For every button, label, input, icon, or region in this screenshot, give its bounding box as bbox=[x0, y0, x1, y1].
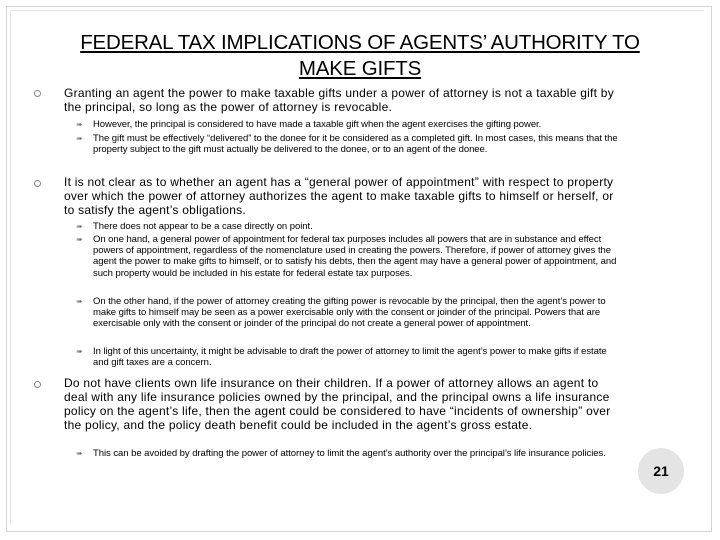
title-line-1: FEDERAL TAX IMPLICATIONS OF AGENTS’ AUTHORITY TO bbox=[80, 31, 640, 54]
page-number-badge: 21 bbox=[638, 448, 684, 494]
bullet-2-sub-3: On the other hand, if the power of attorney creating the gifting power is revocable by the principal, then the agent’s power to make gifts to himself may be seen as a power exercisable only with the consent or joinder of the principal. Powers that are exercisable only with the consent or joinder of the principal do not create a general power of appointment. bbox=[93, 296, 606, 330]
bullet-2-text: It is not clear as to whether an agent has a “general power of appointment” with respect to property over which the power of attorney authorizes the agent to make taxable gifts to himself or herself, or to satisfy the agent’s obligations. bbox=[64, 175, 614, 217]
bullet-arrow-icon: ➠ bbox=[76, 449, 82, 458]
bullet-arrow-icon: ➠ bbox=[76, 120, 82, 129]
bullet-3-text: Do not have clients own life insurance on their children. If a power of attorney allows an agent to deal with any life insurance policies owned by the principal, and the principal owns a life insurance policy on the agent’s life, then the agent could be considered to have “incidents of ownership” over the policy, and the policy death benefit could be included in the agent’s gross estate. bbox=[64, 376, 611, 432]
bullet-arrow-icon: ➠ bbox=[76, 347, 82, 356]
bullet-2-sub-4: In light of this uncertainty, it might be advisable to draft the power of attorney to limit the agent’s power to make gifts if estate and gift taxes are a concern. bbox=[93, 346, 607, 369]
bullet-arrow-icon: ➠ bbox=[76, 297, 82, 306]
bullet-1-sub-2: The gift must be effectively “delivered” to the donee for it be considered as a completed gift. In most cases, this means that the property subject to the gift must actually be delivered to the donee, or to an agent of the donee. bbox=[93, 133, 618, 156]
bullet-1-sub-1: However, the principal is considered to have made a taxable gift when the agent exercises the gifting power. bbox=[93, 119, 542, 130]
bullet-circle-icon bbox=[34, 381, 41, 388]
bullet-2-sub-1: There does not appear to be a case directly on point. bbox=[93, 221, 313, 232]
slide-title bbox=[0, 30, 720, 82]
title-line-2: MAKE GIFTS bbox=[298, 57, 422, 80]
bullet-arrow-icon: ➠ bbox=[76, 222, 82, 231]
bullet-2-sub-2: On one hand, a general power of appointment for federal tax purposes includes all powers that are in substance and effect powers of appointment, regardless of the nomenclature used in creating the powers. Therefore, if power of attorney gives the agent the power to make gifts to himself, or to satisfy his debts, then the agent may have a general power of appointment, and such property would be included in his estate for federal estate tax purposes. bbox=[93, 234, 617, 279]
bullet-circle-icon bbox=[34, 180, 41, 187]
bullet-circle-icon bbox=[34, 90, 41, 97]
bullet-arrow-icon: ➠ bbox=[76, 134, 82, 143]
bullet-arrow-icon: ➠ bbox=[76, 235, 82, 244]
bullet-1-text: Granting an agent the power to make taxable gifts under a power of attorney is not a taxable gift by the principal, so long as the power of attorney is revocable. bbox=[64, 86, 614, 114]
bullet-3-sub-1: This can be avoided by drafting the power of attorney to limit the agent’s authority over the principal’s life insurance policies. bbox=[93, 448, 606, 459]
